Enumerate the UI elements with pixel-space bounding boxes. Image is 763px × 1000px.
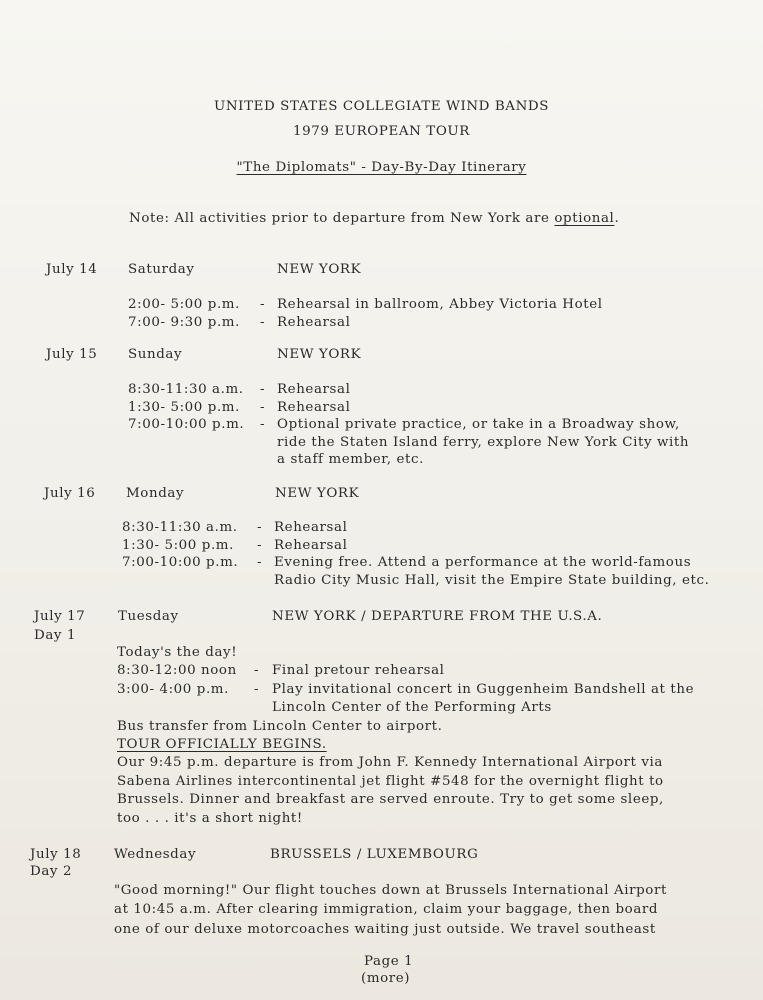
- activity-text: Rehearsal: [277, 400, 351, 415]
- time-range: 7:00- 9:30 p.m.: [128, 315, 240, 330]
- paragraph-line: Brussels. Dinner and breakfast are served enroute. Try to get some sleep,: [117, 792, 664, 807]
- header-line1: UNITED STATES COLLEGIATE WIND BANDS: [213, 99, 549, 114]
- header-line2: 1979 EUROPEAN TOUR: [293, 124, 470, 139]
- dash: -: [260, 315, 266, 330]
- dash: -: [257, 538, 263, 553]
- day-weekday: Tuesday: [118, 609, 179, 624]
- paragraph-line: Sabena Airlines intercontinental jet flight #548 for the overnight flight to: [117, 774, 664, 789]
- time-range: 8:30-11:30 a.m.: [122, 520, 238, 535]
- dash: -: [257, 520, 263, 535]
- day-date: July 14: [46, 262, 98, 277]
- day-weekday: Monday: [126, 486, 185, 501]
- day-date: July 15: [46, 347, 98, 362]
- activity-text: Final pretour rehearsal: [272, 663, 445, 678]
- activity-text: Rehearsal: [274, 538, 348, 553]
- note-emphasis: optional: [554, 211, 615, 226]
- time-range: 3:00- 4:00 p.m.: [117, 682, 229, 697]
- paragraph-line: Our 9:45 p.m. departure is from John F. Kennedy International Airport via: [117, 755, 663, 770]
- time-range: 2:00- 5:00 p.m.: [128, 297, 240, 312]
- day-weekday: Sunday: [128, 347, 183, 362]
- activity-continuation: ride the Staten Island ferry, explore New York City with: [277, 435, 690, 450]
- paragraph-line: one of our deluxe motorcoaches waiting just outside. We travel southeast: [114, 922, 656, 937]
- paragraph-line: at 10:45 a.m. After clearing immigration, claim your baggage, then board: [114, 902, 659, 917]
- dash: -: [257, 555, 263, 570]
- day-place: NEW YORK: [275, 486, 360, 501]
- day-weekday: Saturday: [128, 262, 195, 277]
- dash: -: [254, 682, 260, 697]
- time-range: 7:00-10:00 p.m.: [122, 555, 239, 570]
- activity-continuation: a staff member, etc.: [277, 452, 424, 467]
- day-place: BRUSSELS / LUXEMBOURG: [270, 847, 479, 862]
- activity-continuation: Lincoln Center of the Performing Arts: [272, 700, 552, 715]
- day-place: NEW YORK / DEPARTURE FROM THE U.S.A.: [272, 609, 603, 624]
- tour-begins-heading: TOUR OFFICIALLY BEGINS.: [117, 737, 327, 752]
- day-place: NEW YORK: [277, 262, 362, 277]
- dash: -: [260, 400, 266, 415]
- activity-text: Rehearsal: [277, 315, 351, 330]
- activity-text: Rehearsal: [274, 520, 348, 535]
- time-range: 7:00-10:00 p.m.: [128, 417, 245, 432]
- more-indicator: (more): [361, 971, 411, 986]
- activity-text: Rehearsal in ballroom, Abbey Victoria Hotel: [277, 297, 603, 312]
- day-number: Day 2: [30, 864, 73, 879]
- note-line: [129, 211, 619, 226]
- time-range: 8:30-12:00 noon: [117, 663, 237, 678]
- day-date: July 17: [34, 609, 86, 624]
- dash: -: [260, 382, 266, 397]
- dash: -: [260, 297, 266, 312]
- day-weekday: Wednesday: [114, 847, 197, 862]
- day-place: NEW YORK: [277, 347, 362, 362]
- day-date: July 18: [30, 847, 82, 862]
- bus-transfer-line: Bus transfer from Lincoln Center to airport.: [117, 719, 443, 734]
- day-number: Day 1: [34, 628, 77, 643]
- dash: -: [260, 417, 266, 432]
- time-range: 8:30-11:30 a.m.: [128, 382, 244, 397]
- activity-text: Evening free. Attend a performance at the world-famous: [274, 555, 692, 570]
- activity-text: Play invitational concert in Guggenheim Bandshell at the: [272, 682, 695, 697]
- header-line3: "The Diplomats" - Day-By-Day Itinerary: [236, 160, 527, 175]
- note-suffix: .: [614, 211, 620, 226]
- paragraph-line: "Good morning!" Our flight touches down at Brussels International Airport: [114, 883, 667, 898]
- note-prefix: Note: All activities prior to departure from New York are: [129, 211, 550, 226]
- dash: -: [254, 663, 260, 678]
- day-intro: Today's the day!: [117, 645, 238, 660]
- time-range: 1:30- 5:00 p.m.: [128, 400, 240, 415]
- activity-continuation: Radio City Music Hall, visit the Empire State building, etc.: [274, 573, 710, 588]
- time-range: 1:30- 5:00 p.m.: [122, 538, 234, 553]
- day-date: July 16: [44, 486, 96, 501]
- activity-text: Rehearsal: [277, 382, 351, 397]
- paragraph-line: too . . . it's a short night!: [117, 811, 303, 826]
- activity-text: Optional private practice, or take in a Broadway show,: [277, 417, 680, 432]
- page-number: Page 1: [364, 954, 414, 969]
